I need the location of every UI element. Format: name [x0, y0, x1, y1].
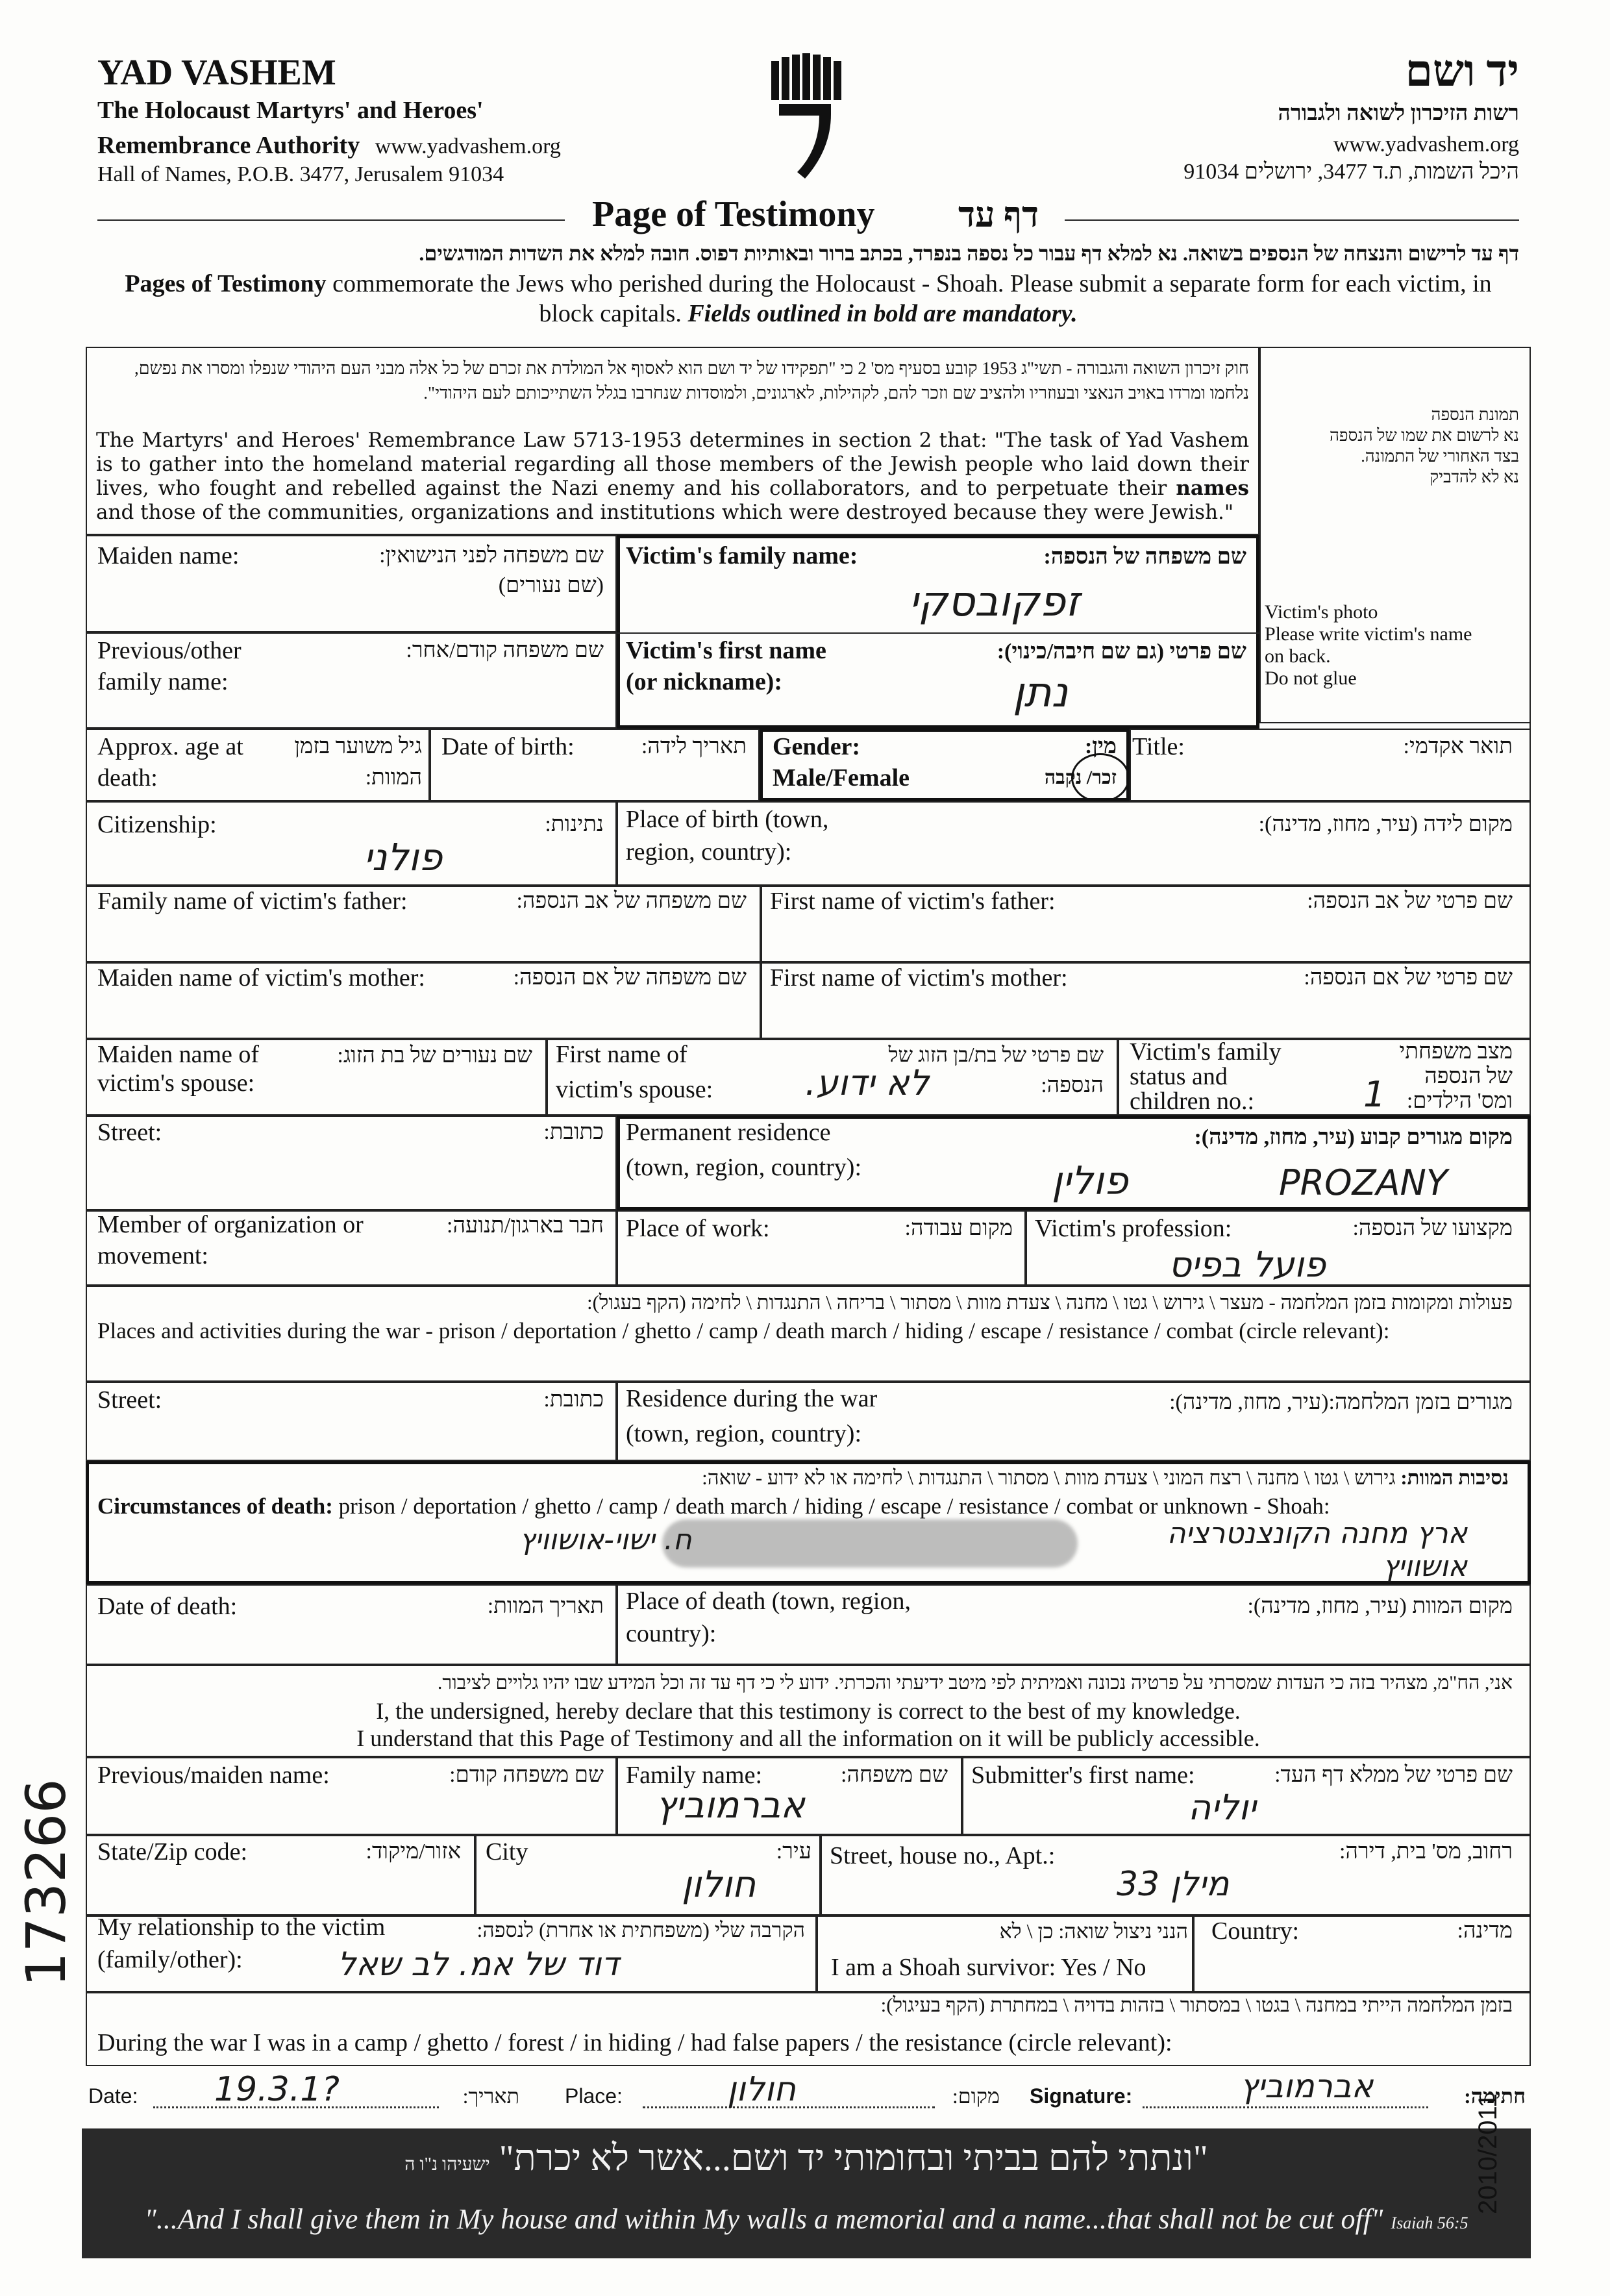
gender-male-circle[interactable] — [1071, 753, 1130, 803]
member-label-1: Member of organization or — [97, 1211, 364, 1238]
website-he[interactable]: www.yadvashem.org — [1333, 132, 1519, 156]
website-en[interactable]: www.yadvashem.org — [375, 134, 561, 158]
family-status-label-2: status and — [1130, 1063, 1228, 1090]
family-status-label-he3: ומס' הילדים: — [1406, 1089, 1513, 1113]
street-label-he: כתובת: — [543, 1120, 604, 1144]
circ-he-bold: נסיבות המוות: — [1400, 1466, 1509, 1489]
photo-he-2: נא לרשום את שמו של הנספה — [1329, 426, 1519, 445]
profession-label: Victim's profession: — [1035, 1215, 1232, 1242]
victim-first-name-label-he: שם פרטי (גם שם חיבה/כינוי): — [997, 640, 1246, 664]
submitter-family-label-he: שם משפחה: — [841, 1763, 948, 1787]
submitter-prev-name-label-he: שם משפחה קודם: — [449, 1763, 604, 1787]
gender-label-1: Gender: — [773, 733, 861, 760]
spouse-maiden-label-1: Maiden name of — [97, 1041, 260, 1068]
city-value[interactable]: חולון — [682, 1864, 756, 1906]
activities-label-en: Places and activities during the war - prison / deportation / ghetto / camp / death march / hiding / escape / resistance / combat (circle relevant): — [97, 1318, 1390, 1343]
intro-en-bold: Pages of Testimony — [125, 270, 327, 297]
yad-vashem-logo — [766, 52, 844, 188]
spouse-maiden-label-2: victim's spouse: — [97, 1069, 255, 1097]
maiden-name-label-he2: (שם נעורים) — [498, 573, 604, 597]
form-title-he: דף עד — [958, 195, 1039, 234]
org-line-he: רשות הזיכרון לשואה ולגבורה — [1278, 101, 1519, 125]
spouse-first-label-1: First name of — [556, 1041, 687, 1068]
work-label: Place of work: — [626, 1215, 770, 1242]
age-label-2: death: — [97, 764, 158, 792]
title-label: Title: — [1132, 733, 1185, 760]
war-street-label-he: כתובת: — [543, 1388, 604, 1412]
photo-en-4: Do not glue — [1265, 668, 1357, 689]
date-label: Date: — [88, 2084, 138, 2108]
dob-label-he: תאריך לידה: — [641, 734, 747, 758]
survivor-label-he: הנני ניצול שואה: כן \ לא — [999, 1919, 1188, 1943]
father-first-label: First name of victim's father: — [770, 888, 1056, 915]
victim-family-name-value[interactable]: זפקובסקי — [909, 578, 1080, 626]
perm-res-value-en[interactable]: PROZANY — [1279, 1162, 1448, 1203]
circ-value-right[interactable]: ארץ מחנה הקונצנטרציה אושוויץ — [1167, 1517, 1467, 1583]
org-line2-text: Remembrance Authority — [97, 132, 360, 159]
family-status-value[interactable]: 1 — [1363, 1074, 1386, 1115]
signature-line — [1143, 2106, 1428, 2108]
family-status-label-1: Victim's family — [1130, 1038, 1282, 1066]
father-first-label-he: שם פרטי של אב הנספה: — [1307, 889, 1513, 913]
citizenship-value[interactable]: פולני — [364, 835, 443, 879]
mother-first-label-he: שם פרטי של אם הנספה: — [1304, 966, 1513, 990]
spouse-first-value[interactable]: לא ידוע. — [805, 1062, 930, 1103]
perm-res-value-he[interactable]: פולין — [1052, 1158, 1128, 1204]
form-title-en: Page of Testimony — [592, 194, 875, 234]
archive-number: 173266 — [14, 1778, 78, 1987]
victim-first-name-label-2: (or nickname): — [626, 668, 782, 695]
perm-res-label-2: (town, region, country): — [626, 1154, 862, 1181]
city-label: City — [486, 1838, 528, 1866]
spouse-maiden-label-he: שם נעורים של בת הזוג: — [337, 1043, 532, 1067]
city-label-he: עיר: — [776, 1840, 811, 1864]
spouse-first-label-he2: הנספה: — [1041, 1073, 1104, 1097]
footer-quote-en-ref: Isaiah 56:5 — [1391, 2214, 1468, 2232]
dod-label: Date of death: — [97, 1593, 238, 1620]
circ-label-he — [93, 1464, 1509, 1492]
submitter-prev-name-label: Previous/maiden name: — [97, 1762, 330, 1789]
zip-label-he: אזור/מיקוד: — [365, 1840, 461, 1864]
prev-family-name-label-2: family name: — [97, 668, 229, 695]
mother-first-label: First name of victim's mother: — [770, 964, 1068, 992]
war-res-label-he: מגורים בזמן המלחמה:(עיר, מחוז, מדינה): — [1169, 1390, 1513, 1414]
org-line2-en — [97, 131, 561, 160]
member-label-he: חבר בארגון/תנועה: — [447, 1214, 604, 1238]
pod-label-1: Place of death (town, region, — [626, 1588, 911, 1615]
photo-en-3: on back. — [1265, 645, 1331, 667]
prev-family-name-label-he: שם משפחה קודם/אחר: — [406, 638, 604, 662]
spouse-first-label-he1: שם פרטי של בת/בן הזוג של — [888, 1043, 1104, 1066]
citizenship-label-he: נתינות: — [545, 812, 604, 836]
war-res-label-1: Residence during the war — [626, 1385, 878, 1412]
profession-label-he: מקצועו של הנספה: — [1352, 1216, 1513, 1240]
law-text-he: חוק זיכרון השואה והגבורה - תשי"ג 1953 קובע בסעיף מס' 2 כי "תפקידו של יד ושם הוא לאסוף אל המולדת את זכרם של כל אלה מבני העם היהודי שנפלו ומסרו את נפשם, נלחמו ומרדו באויב הנאצי ובעוזריו ולהציב שם וזכר להם, לקהילות, לארגונים, ולמוסדות שנחרבו בגלל השתייכותם לעם היהודי". — [134, 358, 1249, 403]
mother-maiden-label: Maiden name of victim's mother: — [97, 964, 425, 992]
signature-label-he: חתימה: — [1464, 2084, 1526, 2108]
intro-en — [97, 269, 1519, 329]
citizenship-label: Citizenship: — [97, 811, 217, 838]
photo-he-4: נא לא להדביק — [1430, 468, 1519, 486]
title-label-he: תואר אקדמי: — [1403, 734, 1513, 758]
zip-label: State/Zip code: — [97, 1838, 248, 1866]
perm-res-label-1: Permanent residence — [626, 1119, 831, 1146]
date-value[interactable]: 19.3.1? — [214, 2070, 340, 2109]
war-res-label-2: (town, region, country): — [626, 1420, 862, 1447]
survivor-label-en: I am a Shoah survivor: Yes / No — [831, 1954, 1146, 1981]
title-rule-left — [97, 219, 565, 221]
mother-maiden-label-he: שם משפחה של אם הנספה: — [513, 966, 747, 990]
war-street-label: Street: — [97, 1386, 162, 1414]
activities-label-he: פעולות ומקומות בזמן המלחמה - מעצר \ גירוש \ גטו \ מחנה \ צעדת מוות \ מסתור \ בריחה \ התנגדות \ לחימה (הקף בעגול): — [587, 1291, 1513, 1314]
address-he: היכל השמות, ת.ד 3477, ירושלים 91034 — [1183, 160, 1519, 184]
declaration-en-1: I, the undersigned, hereby declare that this testimony is correct to the best of my knowledge. — [376, 1698, 1241, 1724]
submitter-first-label-he: שם פרטי של ממלא דף העד: — [1274, 1763, 1513, 1787]
dod-label-he: תאריך המוות: — [487, 1594, 604, 1618]
father-family-label: Family name of victim's father: — [97, 888, 408, 915]
photo-en-2: Please write victim's name — [1265, 623, 1472, 645]
pod-label-2: country): — [626, 1620, 717, 1647]
gender-label-he2: זכר/ נקבה — [1044, 767, 1117, 788]
declaration-en-2: I understand that this Page of Testimony and all the information on it will be publicly accessible. — [356, 1725, 1260, 1751]
circ-en-rest: prison / deportation / ghetto / camp / death march / hiding / escape / resistance / combat or unknown - Shoah: — [332, 1493, 1330, 1519]
age-label-he1: גיל משוער בזמן — [294, 734, 422, 758]
pob-label-1: Place of birth (town, — [626, 806, 829, 833]
submitter-family-label: Family name: — [626, 1762, 763, 1789]
family-status-label-3: children no.: — [1130, 1088, 1255, 1115]
submitter-family-value[interactable]: אברמוביץ — [656, 1784, 805, 1827]
title-rule-right — [1065, 219, 1519, 221]
victim-names-divider — [617, 632, 1259, 634]
pod-label-he: מקום המוות (עיר, מחוז, מדינה): — [1247, 1594, 1513, 1618]
dob-label: Date of birth: — [441, 733, 575, 760]
submitter-street-label: Street, house no., Apt.: — [830, 1842, 1056, 1869]
footer-quote-he-line — [82, 2138, 1531, 2179]
father-family-label-he: שם משפחה של אב הנספה: — [516, 889, 747, 913]
photo-en-1: Victim's photo — [1265, 601, 1378, 623]
signature-label: Signature: — [1030, 2084, 1133, 2108]
relationship-value[interactable]: דוד של אמ. לב שאל — [338, 1945, 619, 1983]
gender-label-2: Male/Female — [773, 764, 910, 792]
victim-first-name-label-1: Victim's first name — [626, 637, 826, 664]
circ-redaction — [662, 1519, 1078, 1567]
street-label: Street: — [97, 1119, 162, 1146]
intro-en-mandatory: Fields outlined in bold are mandatory. — [687, 300, 1078, 327]
age-label-1: Approx. age at — [97, 733, 243, 760]
family-status-label-he2: של הנספה — [1424, 1064, 1513, 1088]
gender-label-he1: מין: — [1084, 734, 1117, 758]
submitter-street-label-he: רחוב, מס' בית, דירה: — [1339, 1840, 1513, 1864]
form-year: 2010/2011 — [1474, 2093, 1502, 2214]
law-text-en — [96, 429, 1249, 525]
family-status-label-he1: מצב משפחתי — [1399, 1040, 1513, 1064]
war-location-label-en: During the war I was in a camp / ghetto / forest / in hiding / had false papers / the resistance (circle relevant): — [97, 2029, 1172, 2056]
law-en-pre: The Martyrs' and Heroes' Remembrance Law 5713-1953 determines in section 2 that: "The task of Yad Vashem is to gather into the homeland material regarding all those members of the Jewish people who laid down their lives, who fought and rebelled against the Nazi enemy and his collaborators, and to perpetuate their — [96, 429, 1249, 500]
work-label-he: מקום עבודה: — [904, 1216, 1013, 1240]
victim-family-name-label: Victim's family name: — [626, 542, 858, 569]
circ-value-left[interactable]: ח. ישוי-אושוויץ — [519, 1523, 692, 1556]
prev-family-name-label-1: Previous/other — [97, 637, 242, 664]
intro-en-rest: commemorate the Jews who perished during the Holocaust - Shoah. Please submit a separate form for each victim, in block capitals. — [326, 270, 1492, 327]
relationship-label-1: My relationship to the victim — [97, 1914, 386, 1941]
place-label-he: מקום: — [952, 2084, 1000, 2108]
submitter-first-label: Submitter's first name: — [971, 1762, 1195, 1789]
signature-value[interactable]: אברמוביץ — [1240, 2067, 1374, 2105]
declaration-he: אני, הח"מ, מצהיר בזה כי העדות שמסרתי על פרטיה נכונה ואמיתית לפי מיטב ידיעתי והכרתי. ידוע לי כי דף עד זה וכל המידע שבו יהיו גלויים לציבור. — [437, 1672, 1513, 1693]
law-en-post: and those of the communities, organizations and institutions which were destroyed because they were Jewish." — [96, 501, 1234, 524]
relationship-label-2: (family/other): — [97, 1946, 243, 1973]
circ-en-bold: Circumstances of death: — [97, 1493, 333, 1519]
country-label: Country: — [1211, 1917, 1300, 1945]
victim-first-name-value[interactable]: נתן — [1013, 669, 1069, 717]
country-label-he: מדינה: — [1457, 1919, 1513, 1943]
footer-quote-en-line — [82, 2202, 1531, 2236]
profession-value[interactable]: פועל בפיס — [1169, 1244, 1326, 1285]
date-label-he: תאריך: — [462, 2084, 519, 2108]
victim-family-name-label-he: שם משפחה של הנספה: — [1043, 545, 1246, 569]
relationship-label-he: הקרבה שלי (משפחתית או אחרת) לנספה: — [477, 1918, 805, 1941]
photo-he-1: תמונת הנספה — [1431, 405, 1519, 424]
perm-res-label-he: מקום מגורים קבוע (עיר, מחוז, מדינה): — [1194, 1125, 1513, 1149]
age-label-he2: המוות: — [365, 766, 422, 790]
maiden-name-label: Maiden name: — [97, 542, 240, 569]
intro-he: דף עד לרישום והנצחה של הנספים בשואה. נא למלא דף עבור כל נספה בנפרד, בכתב ברור ובאותיות דפוס. חובה למלא את השדות המודגשים. — [419, 242, 1519, 265]
address-en: Hall of Names, P.O.B. 3477, Jerusalem 91034 — [97, 162, 504, 186]
maiden-name-label-he: שם משפחה לפני הנישואין: — [379, 543, 604, 568]
photo-he-3: בצד האחורי של התמונה. — [1361, 447, 1519, 466]
place-value[interactable]: חולון — [727, 2070, 797, 2109]
submitter-first-value[interactable]: יוליה — [1188, 1787, 1256, 1828]
footer-quote-en: "...And I shall give them in My house and within My walls a memorial and a name...that shall not be cut off" — [144, 2203, 1383, 2235]
footer-quote-he-ref: ישעיהו נ"ו ה — [404, 2154, 490, 2175]
org-line1-en: The Holocaust Martyrs' and Heroes' — [97, 97, 484, 124]
law-en-bold: names — [1176, 477, 1249, 500]
circ-he-rest: גירוש \ גטו \ מחנה \ רצח המוני \ צעדת מוות \ מסתור \ התנגדות \ לחימה או לא ידוע - שואה: — [702, 1466, 1401, 1489]
org-name-he: יד ושם — [1405, 46, 1519, 95]
place-label: Place: — [565, 2084, 623, 2108]
spouse-first-label-2: victim's spouse: — [556, 1076, 713, 1103]
org-name-en: YAD VASHEM — [97, 53, 336, 93]
submitter-street-value[interactable]: מילן 33 — [1117, 1865, 1230, 1904]
member-label-2: movement: — [97, 1242, 208, 1269]
pob-label-he: מקום לידה (עיר, מחוז, מדינה): — [1258, 812, 1513, 836]
footer-quote-he: "ונתתי להם בביתי ובחומותי יד ושם...אשר לא יכרת" — [499, 2138, 1208, 2178]
war-location-label-he: בזמן המלחמה הייתי במחנה \ בגטו \ במסתור \ בזהות בדויה \ במחתרת (הקף בעיגול): — [880, 1993, 1513, 2016]
pob-label-2: region, country): — [626, 838, 792, 866]
